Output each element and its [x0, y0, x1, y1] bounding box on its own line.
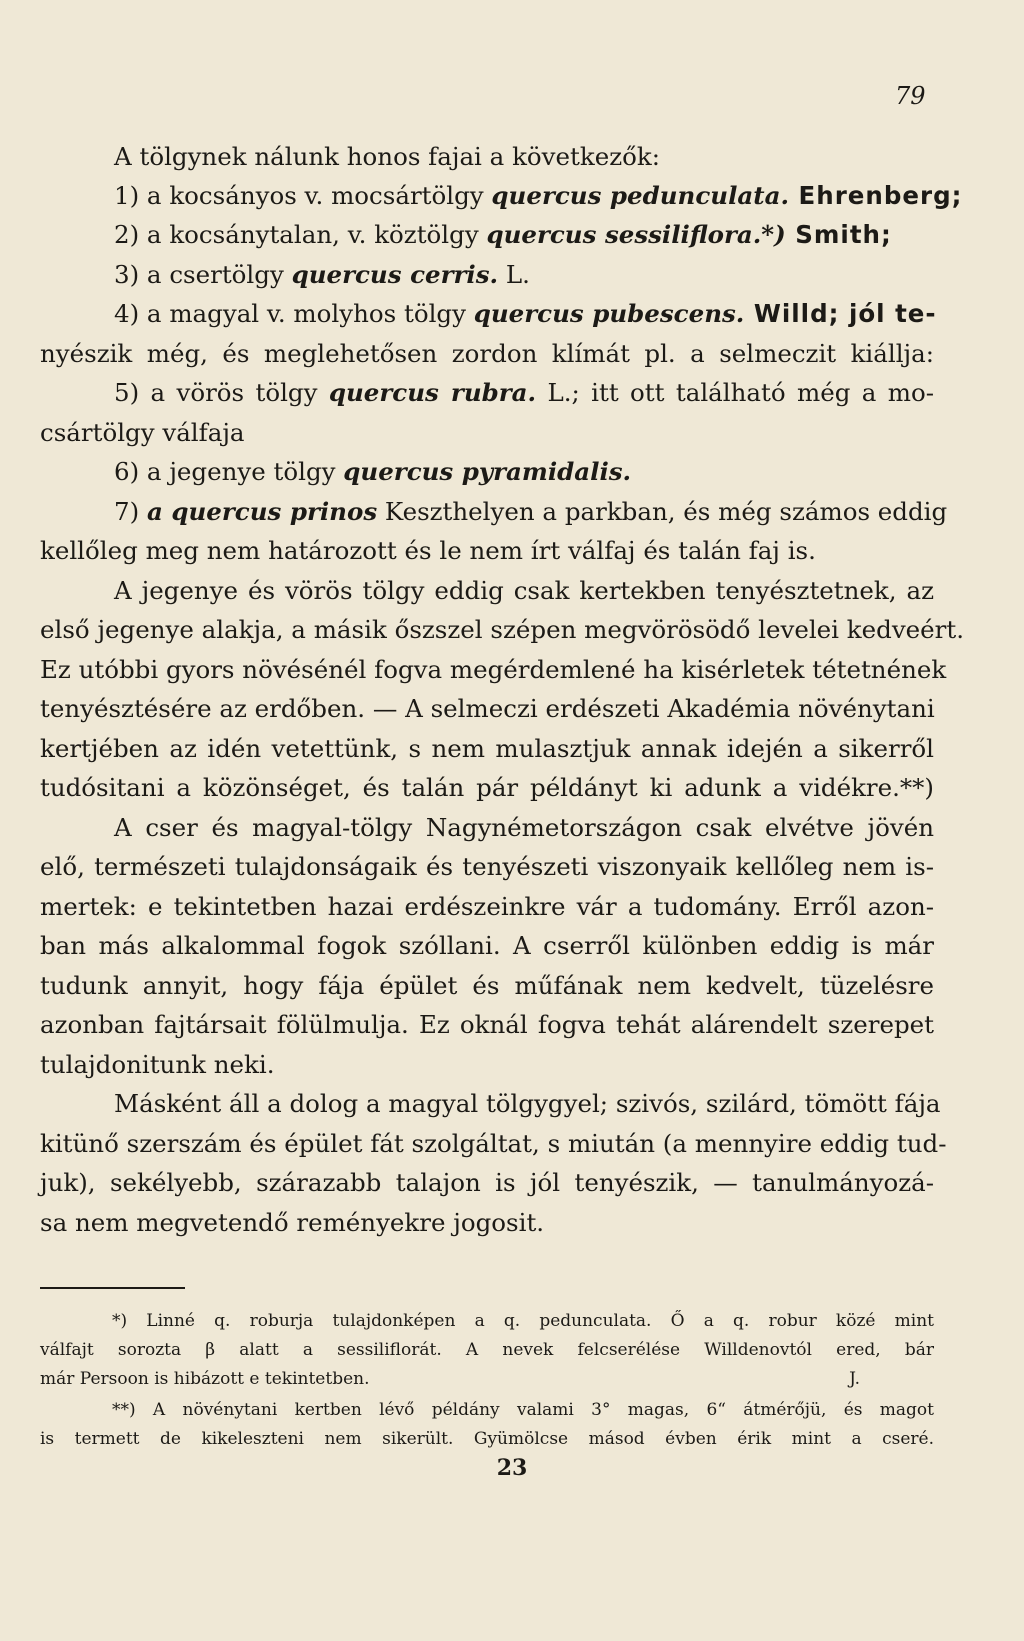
sheet-number: 23 — [496, 1455, 528, 1481]
page-number: 79 — [895, 82, 926, 110]
text-line: 6) a jegenye tölgy quercus pyramidalis. — [114, 457, 632, 486]
text-line: 5) a vörös tölgy quercus rubra. L.; itt ott található még a mo- — [114, 378, 934, 407]
text-line: 3) a csertölgy quercus cerris. L. — [114, 260, 530, 289]
text-line: 2) a kocsánytalan, v. köztölgy quercus sessiliflora.*) Smith; — [114, 220, 892, 249]
text-line: 7) a quercus prinos Keszthelyen a parkban, és még számos eddig — [114, 497, 948, 526]
text-line: elő, természeti tulajdonságaik és tenyészeti viszonyaik kellőleg nem is- — [40, 852, 934, 881]
text-line: 4) a magyal v. molyhos tölgy quercus pubescens. Willd; jól te- — [114, 299, 937, 328]
footnote-line: *) Linné q. roburja tulajdonképen a q. pedunculata. Ő a q. robur közé mint — [112, 1311, 934, 1331]
text-line: mertek: e tekintetben hazai erdészeinkre vár a tudomány. Erről azon- — [40, 892, 934, 921]
text-line: kitünő szerszám és épület fát szolgáltat, s miután (a mennyire eddig tud- — [40, 1129, 947, 1158]
text-line: csártölgy válfaja — [40, 418, 245, 447]
text-line: nyészik még, és meglehetősen zordon klímát pl. a selmeczit kiállja: — [40, 339, 934, 368]
text-line: Ez utóbbi gyors növésénél fogva megérdemlené ha kisérletek tétetnének — [40, 655, 947, 684]
text-line: 1) a kocsányos v. mocsártölgy quercus pedunculata. Ehrenberg; — [114, 181, 963, 210]
text-line: azonban fajtársait fölülmulja. Ez oknál fogva tehát alárendelt szerepet — [40, 1010, 934, 1039]
text-line: A jegenye és vörös tölgy eddig csak kertekben tenyésztetnek, az — [114, 576, 934, 605]
text-line: tudunk annyit, hogy fája épület és műfának nem kedvelt, tüzelésre — [40, 971, 934, 1000]
text-line: kellőleg meg nem határozott és le nem írt válfaj és talán faj is. — [40, 536, 816, 565]
text-line: tudósitani a közönséget, és talán pár példányt ki adunk a vidékre.**) — [40, 773, 934, 802]
footnote-signature: J. — [849, 1369, 860, 1389]
text-line: tenyésztésére az erdőben. — A selmeczi erdészeti Akadémia növénytani — [40, 694, 935, 723]
footnote-line: is termett de kikeleszteni nem sikerült. Gyümölcse másod évben érik mint a cseré. — [40, 1429, 934, 1449]
footnote-line: válfajt sorozta β alatt a sessiliflorát. A nevek felcserélése Willdenovtól ered, bár — [40, 1340, 934, 1360]
text-line: sa nem megvetendő reményekre jogosit. — [40, 1208, 545, 1237]
text-line: kertjében az idén vetettünk, s nem mulasztjuk annak idején a sikerről — [40, 734, 934, 763]
text-line: Másként áll a dolog a magyal tölgygyel; szivós, szilárd, tömött fája — [114, 1089, 941, 1118]
footnote-line: már Persoon is hibázott e tekintetben. — [40, 1369, 370, 1389]
text-line: A cser és magyal-tölgy Nagynémetországon csak elvétve jövén — [114, 813, 934, 842]
footnote-divider — [40, 1287, 185, 1289]
text-line: első jegenye alakja, a másik őszszel szépen megvörösödő levelei kedveért. — [40, 615, 965, 644]
footnote-line: **) A növénytani kertben lévő példány valami 3° magas, 6“ átmérőjü, és magot — [112, 1400, 934, 1420]
text-line: juk), sekélyebb, szárazabb talajon is jól tenyészik, — tanulmányozá- — [40, 1168, 934, 1197]
text-line: A tölgynek nálunk honos fajai a következők: — [114, 142, 660, 171]
text-line: ban más alkalommal fogok szóllani. A cserről különben eddig is már — [40, 931, 934, 960]
text-line: tulajdonitunk neki. — [40, 1050, 275, 1079]
